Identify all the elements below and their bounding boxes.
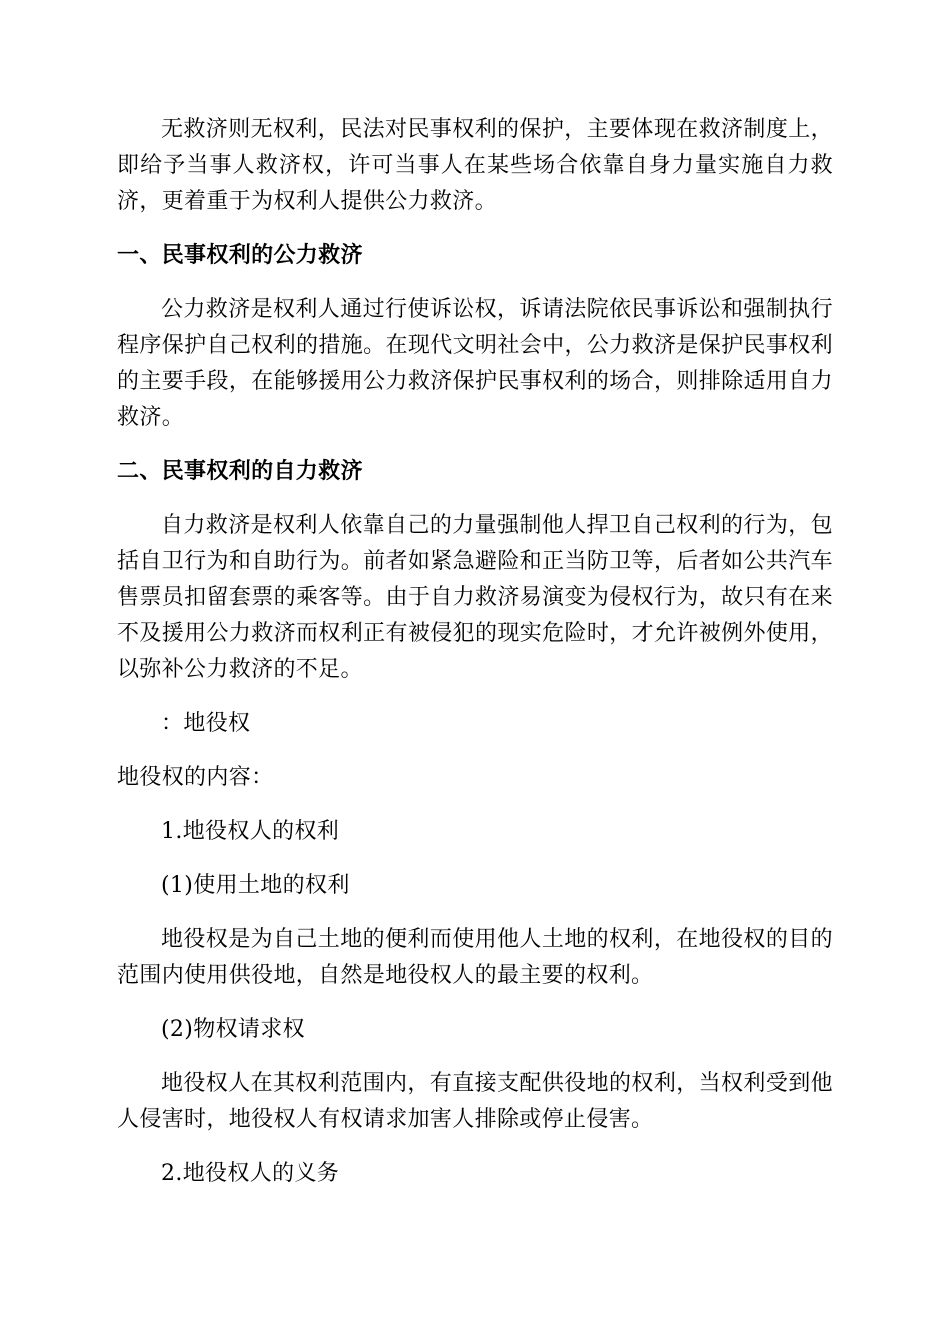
self-remedy-paragraph: 自力救济是权利人依靠自己的力量强制他人捍卫自己权利的行为，包括自卫行为和自助行为。前者如紧急避险和正当防卫等，后者如公共汽车售票员扣留套票的乘客等。由于自力救济易演变为侵权行为，故只有在来不及援用公力救济而权利正有被侵犯的现实危险时，才允许被例外使用，以弥补公力救济的不足。 [117, 513, 833, 682]
document-page [117, 112, 833, 1192]
easement-content-label: 地役权的内容： [117, 765, 274, 790]
land-use-right-paragraph: 地役权是为自己土地的便利而使用他人土地的权利，在地役权的目的范围内使用供役地，自然是地役权人的最主要的权利。 [117, 927, 833, 988]
property-claim-heading: (2)物权请求权 [161, 1017, 305, 1042]
land-use-right-heading: (1)使用土地的权利 [161, 873, 350, 898]
section-heading-self-remedy: 二、民事权利的自力救济 [117, 459, 363, 484]
easement-duties-heading: 2.地役权人的义务 [161, 1161, 340, 1186]
section-heading-public-remedy: 一、民事权利的公力救济 [117, 243, 363, 268]
easement-title: ：地役权 [161, 711, 251, 736]
intro-paragraph: 无救济则无权利，民法对民事权利的保护，主要体现在救济制度上，即给予当事人救济权，许可当事人在某些场合依靠自身力量实施自力救济，更着重于为权利人提供公力救济。 [117, 117, 833, 214]
easement-rights-heading: 1.地役权人的权利 [161, 819, 340, 844]
public-remedy-paragraph: 公力救济是权利人通过行使诉讼权，诉请法院依民事诉讼和强制执行程序保护自己权利的措施。在现代文明社会中，公力救济是保护民事权利的主要手段，在能够援用公力救济保护民事权利的场合，则排除适用自力救济。 [117, 297, 833, 430]
property-claim-paragraph: 地役权人在其权利范围内，有直接支配供役地的权利，当权利受到他人侵害时，地役权人有权请求加害人排除或停止侵害。 [117, 1071, 833, 1132]
